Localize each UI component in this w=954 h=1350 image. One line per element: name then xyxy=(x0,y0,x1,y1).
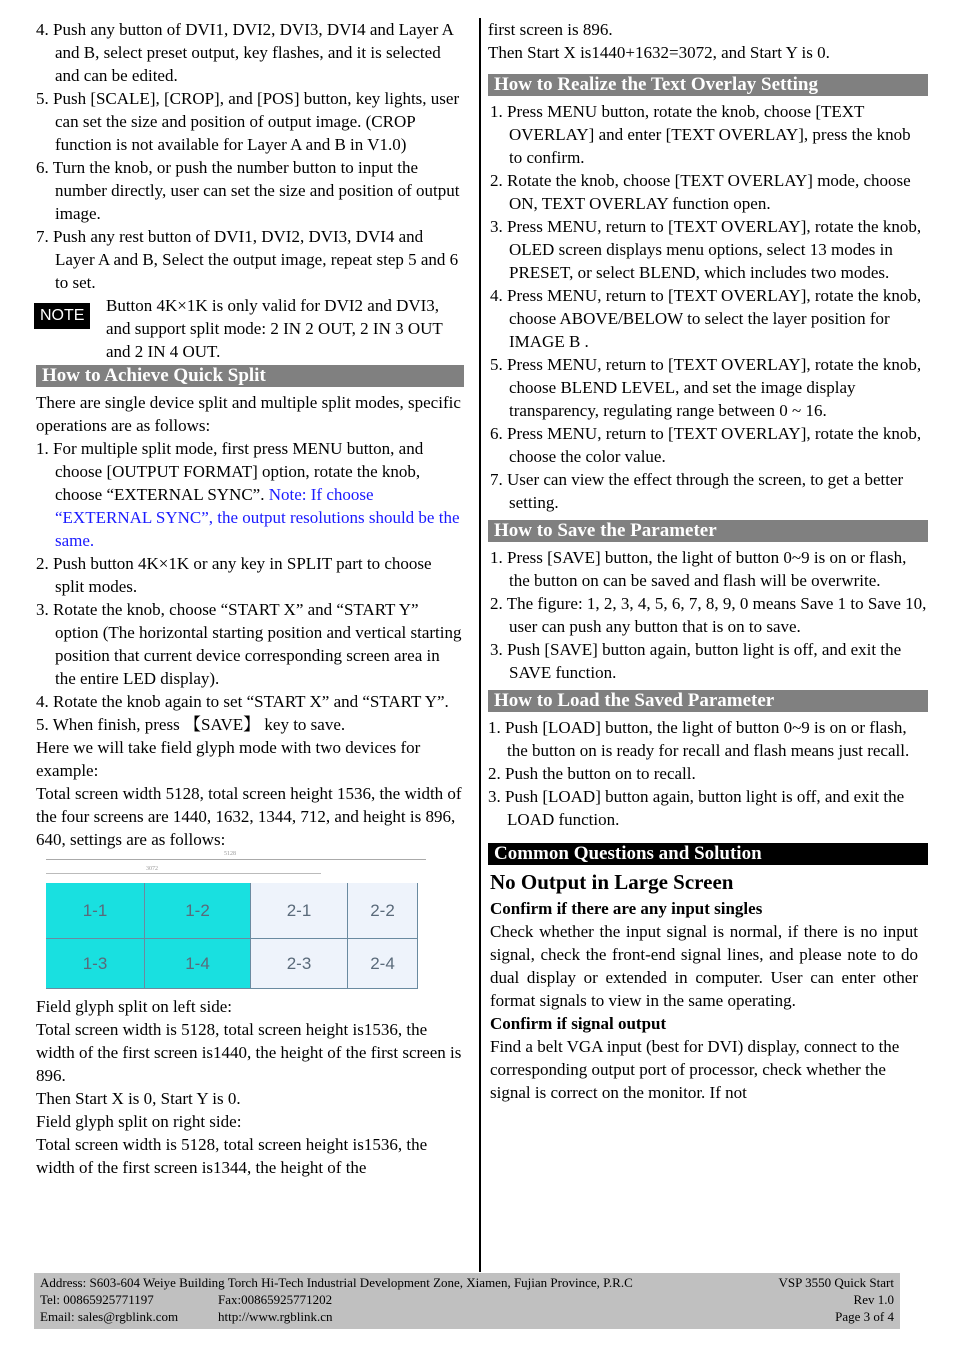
width-rule xyxy=(46,859,426,860)
continued-line: Then Start X is1440+1632=3072, and Start Y is 0. xyxy=(488,43,830,62)
width-label: 5128 xyxy=(224,851,236,857)
footer-email: Email: sales@rgblink.com xyxy=(40,1309,179,1324)
right-column xyxy=(488,18,928,1104)
list-item: 2. The figure: 1, 2, 3, 4, 5, 6, 7, 8, 9, 0 means Save 1 to Save 10, user can push any button that is on to save. xyxy=(490,594,927,636)
continued-line: first screen is 896. xyxy=(488,20,613,39)
list-item: 2. Push button 4K×1K or any key in SPLIT part to choose split modes. xyxy=(36,554,432,596)
footer-rev: Rev 1.0 xyxy=(853,1292,894,1307)
list-item: 2. Rotate the knob, choose [TEXT OVERLAY] mode, choose ON, TEXT OVERLAY function open. xyxy=(490,171,911,213)
split-diagram xyxy=(46,853,426,993)
list-item xyxy=(36,437,464,552)
screen-cell: 1-4 xyxy=(145,939,251,989)
footer-doc-info xyxy=(779,1274,894,1325)
faq-heading: No Output in Large Screen xyxy=(490,870,734,894)
qs-step-1-note: Note: If choose “EXTERNAL SYNC”, the output resolutions should be the same. xyxy=(55,485,460,550)
list-item: 5. When finish, press 【SAVE】 key to save. xyxy=(36,715,346,734)
example-line: Here we will take field glyph mode with two devices for example: xyxy=(36,738,421,780)
faq-block xyxy=(488,869,918,1104)
faq-text: Find a belt VGA input (best for DVI) display, connect to the corresponding output port of processor, check whether the signal is correct on the monitor. If not xyxy=(490,1037,900,1102)
after-line: Field glyph split on left side: xyxy=(36,997,232,1016)
quick-split-intro: There are single device split and multiple split modes, specific operations are as follows: xyxy=(36,393,461,435)
list-item: 1. Press [SAVE] button, the light of button 0~9 is on or flash, the button on can be saved and flash will be overwrite. xyxy=(490,548,907,590)
example-line: Total screen width 5128, total screen height 1536, the width of the four screens are 1440, 1632, 1344, 712, and height is 896, 640, settings are as follows: xyxy=(36,784,462,849)
footer-tel: Tel: 00865925771197 xyxy=(40,1292,154,1307)
screen-cell: 1-2 xyxy=(145,883,251,939)
after-line: Field glyph split on right side: xyxy=(36,1112,242,1131)
list-item: 3. Rotate the knob, choose “START X” and “START Y” option (The horizontal starting position and vertical starting position that current device corresponding screen area in the entire LED display). xyxy=(36,600,462,688)
after-line: Total screen width is 5128, total screen height is1536, the width of the first screen is1440, the height of the first screen is 896. xyxy=(36,1020,462,1085)
after-line: Total screen width is 5128, total screen height is1536, the width of the first screen is1344, the height of the xyxy=(36,1135,428,1177)
list-item: 5. Push [SCALE], [CROP], and [POS] button, key lights, user can set the size and position of output image. (CROP function is not available for Layer A and B in V1.0) xyxy=(36,89,460,154)
footer-page: Page 3 of 4 xyxy=(835,1309,894,1324)
section-title-save: How to Save the Parameter xyxy=(488,520,928,542)
screen-cell: 2-1 xyxy=(251,883,348,939)
sub-rule xyxy=(46,873,321,874)
list-item: 5. Press MENU, return to [TEXT OVERLAY], rotate the knob, choose BLEND LEVEL, and set the image display transparency, regulating range between 0 ~ 16. xyxy=(490,355,922,420)
screen-cell: 2-4 xyxy=(348,939,418,989)
list-item: 7. User can view the effect through the screen, to get a better setting. xyxy=(490,470,904,512)
screen-cell: 1-3 xyxy=(46,939,145,989)
overlay-list xyxy=(488,100,928,514)
qs-step-1-text: 1. For multiple split mode, first press MENU button, and choose [OUTPUT FORMAT] option, rotate the knob, choose “EXTERNAL SYNC”. xyxy=(36,439,424,504)
list-item: 6. Press MENU, return to [TEXT OVERLAY], rotate the knob, choose the color value. xyxy=(490,424,922,466)
footer-contact xyxy=(40,1274,633,1325)
footer-address: Address: S603-604 Weiye Building Torch Hi-Tech Industrial Development Zone, Xiamen, Fujian Province, P.R.C xyxy=(40,1275,633,1290)
note-badge: NOTE xyxy=(34,303,90,329)
section-title-load: How to Load the Saved Parameter xyxy=(488,690,928,712)
list-item: 4. Rotate the knob again to set “START X” and “START Y”. xyxy=(36,692,449,711)
screen-cell: 1-1 xyxy=(46,883,145,939)
section-title-common-questions: Common Questions and Solution xyxy=(488,843,928,865)
faq-subheading: Confirm if there are any input singles xyxy=(490,899,763,918)
faq-subheading: Confirm if signal output xyxy=(490,1014,667,1033)
save-list xyxy=(488,546,928,684)
list-item: 6. Turn the knob, or push the number button to input the number directly, user can set the size and position of output image. xyxy=(36,158,460,223)
screen-cell: 2-3 xyxy=(251,939,348,989)
after-line: Then Start X is 0, Start Y is 0. xyxy=(36,1089,241,1108)
load-list xyxy=(488,716,928,831)
list-item: 7. Push any rest button of DVI1, DVI2, DVI3, DVI4 and Layer A and B, Select the output image, repeat step 5 and 6 to set. xyxy=(36,227,459,292)
list-item: 4. Press MENU, return to [TEXT OVERLAY], rotate the knob, choose ABOVE/BELOW to select the layer position for IMAGE B . xyxy=(490,286,922,351)
footer-phone-line xyxy=(40,1291,633,1308)
list-item: 3. Push [SAVE] button again, button light is off, and exit the SAVE function. xyxy=(490,640,902,682)
list-item: 1. Press MENU button, rotate the knob, choose [TEXT OVERLAY] and enter [TEXT OVERLAY], press the knob to confirm. xyxy=(490,102,911,167)
sub-width-label: 3072 xyxy=(146,866,158,872)
footer-fax: Fax:00865925771202 xyxy=(218,1292,333,1307)
faq-text: Check whether the input signal is normal, if there is no input signal, check the front-end signal lines, and please note to do dual display or extended in computer. User can enter other format signals to view in the same operating. xyxy=(490,922,918,1010)
screen-cell: 2-2 xyxy=(348,883,418,939)
column-divider xyxy=(479,18,481,1272)
footer-web-line xyxy=(40,1308,633,1325)
list-item: 4. Push any button of DVI1, DVI2, DVI3, DVI4 and Layer A and B, select preset output, key flashes, and it is selected and can be edited. xyxy=(36,20,453,85)
page-footer xyxy=(34,1273,900,1329)
section-title-quick-split: How to Achieve Quick Split xyxy=(36,365,464,387)
note-block xyxy=(36,294,464,363)
section-title-text-overlay: How to Realize the Text Overlay Setting xyxy=(488,74,928,96)
list-item: 1. Push [LOAD] button, the light of button 0~9 is on or flash, the button on is ready for recall and flash means just recall. xyxy=(488,718,910,760)
list-item: 3. Press MENU, return to [TEXT OVERLAY], rotate the knob, OLED screen displays menu options, select 13 modes in PRESET, or select BLEND, which includes two modes. xyxy=(490,217,922,282)
steps-list-a xyxy=(36,18,464,294)
list-item: 2. Push the button on to recall. xyxy=(488,764,696,783)
left-column xyxy=(36,18,464,1179)
list-item: 3. Push [LOAD] button again, button light is off, and exit the LOAD function. xyxy=(488,787,905,829)
note-text: Button 4K×1K is only valid for DVI2 and DVI3, and support split mode: 2 IN 2 OUT, 2 IN 3 OUT and 2 IN 4 OUT. xyxy=(106,296,443,361)
footer-website: http://www.rgblink.cn xyxy=(218,1309,333,1324)
footer-product: VSP 3550 Quick Start xyxy=(778,1275,894,1290)
